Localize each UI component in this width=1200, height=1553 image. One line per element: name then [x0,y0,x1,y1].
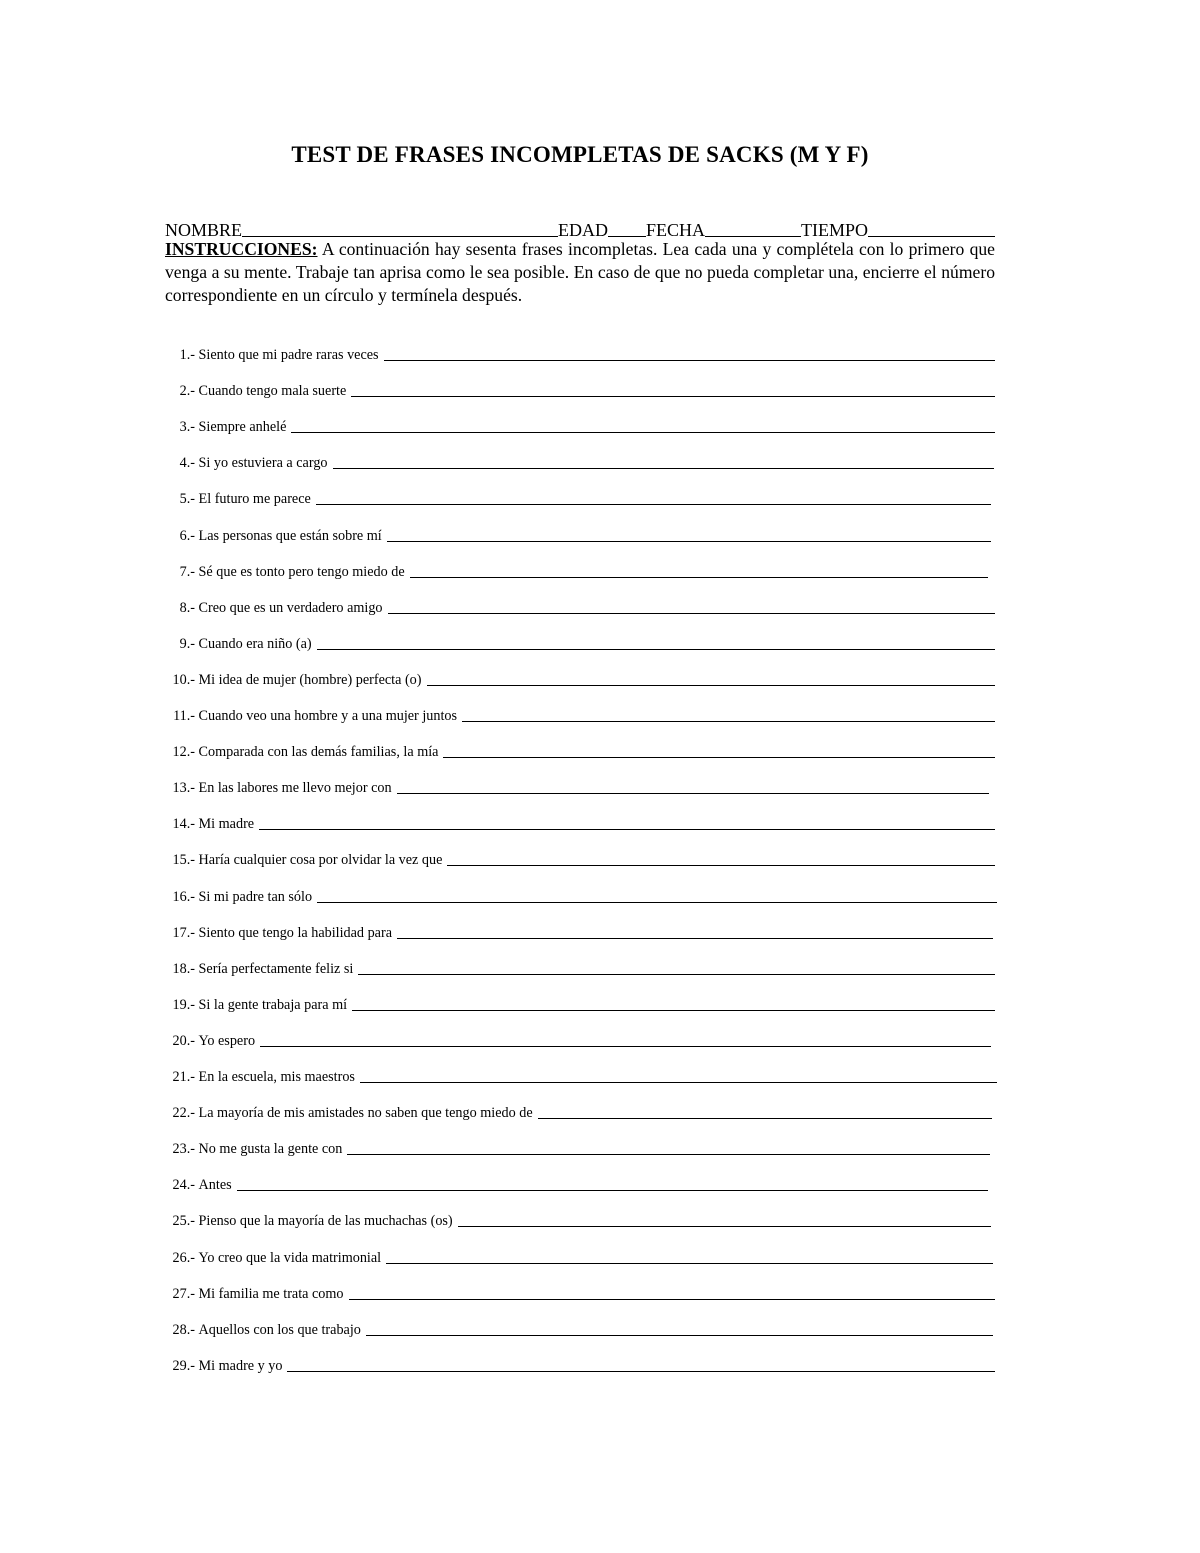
sentence-number: 12.- [172,744,195,761]
sentence-number: 18.- [172,960,195,977]
sentence-prompt: Yo creo que la vida matrimonial [198,1249,382,1266]
answer-line[interactable] [384,346,995,361]
sentence-item [165,737,995,761]
answer-line[interactable] [237,1176,988,1191]
sentence-prompt: En la escuela, mis maestros [198,1069,355,1085]
sentence-prompt: La mayoría de mis amistades no saben que tengo miedo de [198,1105,533,1122]
fecha-field[interactable] [705,218,801,237]
sentence-prompt: En las labores me llevo mejor con [198,780,392,797]
sentence-prompt: El futuro me parece [198,491,311,508]
sentence-prompt: Sería perfectamente feliz si [198,960,354,977]
sentence-prompt: Cuando era niño (a) [198,635,312,652]
instructions-heading: INSTRUCCIONES: [165,239,318,259]
sentence-prompt: Haría cualquier cosa por olvidar la vez que [198,852,443,869]
instructions-paragraph [165,238,995,307]
sentence-item [165,1315,993,1339]
answer-line[interactable] [360,1068,997,1083]
sentence-number: 11.- [173,708,195,724]
sentence-number: 17.- [172,924,195,941]
answer-line[interactable] [462,707,995,722]
sentence-prompt: Mi madre y yo [198,1357,283,1374]
answer-line[interactable] [347,1140,990,1155]
sentence-number: 28.- [172,1321,195,1338]
answer-line[interactable] [333,454,994,469]
answer-line[interactable] [349,1285,995,1300]
edad-field[interactable] [608,218,646,237]
sentence-item [165,1062,997,1086]
sentence-prompt: Si mi padre tan sólo [198,888,313,905]
answer-line[interactable] [387,527,991,542]
tiempo-label: TIEMPO [801,220,869,240]
tiempo-field[interactable] [868,218,995,237]
sentence-number: 6.- [179,527,195,544]
answer-line[interactable] [287,1357,995,1372]
sentence-item [165,376,995,400]
sentence-prompt: Siento que mi padre raras veces [198,347,379,363]
sentence-number: 19.- [172,996,195,1013]
sentence-prompt: Mi madre [198,816,255,833]
answer-line[interactable] [316,490,991,505]
sentence-item [165,1279,995,1303]
nombre-label: NOMBRE [165,220,243,240]
answer-line[interactable] [291,418,995,433]
sentence-prompt: Si yo estuviera a cargo [198,455,328,472]
sentence-number: 29.- [172,1357,195,1374]
sentence-item [165,1206,991,1230]
sentence-item [165,1170,988,1194]
sentence-prompt: Mi familia me trata como [198,1285,344,1302]
answer-line[interactable] [388,599,995,614]
answer-line[interactable] [397,924,993,939]
sentence-item [165,557,988,581]
sentence-number: 2.- [179,383,195,400]
sentence-item [165,845,995,869]
sentence-prompt: Aquellos con los que trabajo [198,1321,361,1338]
answer-line[interactable] [358,960,995,975]
sentence-item [165,1134,990,1158]
sentence-prompt: Siento que tengo la habilidad para [198,924,392,941]
sentence-number: 4.- [179,455,195,472]
sentence-prompt: No me gusta la gente con [198,1141,343,1158]
sentence-number: 16.- [172,888,195,905]
sentence-prompt: Yo espero [198,1032,256,1049]
sentence-number: 23.- [172,1141,195,1158]
sentence-item [165,412,995,436]
sentence-item [165,954,995,978]
answer-line[interactable] [410,563,988,578]
sentence-prompt: Creo que es un verdadero amigo [198,599,383,616]
sentence-number: 25.- [172,1213,195,1230]
sentence-prompt: Pienso que la mayoría de las muchachas (os) [198,1213,453,1230]
sentence-number: 24.- [172,1177,195,1194]
sentence-prompt: Sé que es tonto pero tengo miedo de [198,563,405,580]
sentence-number: 5.- [179,491,195,508]
sentence-item [165,701,995,725]
sentence-number: 20.- [172,1032,195,1049]
sentence-prompt: Cuando tengo mala suerte [198,383,347,400]
answer-line[interactable] [317,635,995,650]
sentence-number: 1.- [179,347,195,363]
sentence-number: 21.- [172,1069,195,1085]
sentence-prompt: Comparada con las demás familias, la mía [198,744,439,761]
sentence-item [165,1098,992,1122]
answer-line[interactable] [386,1249,993,1264]
answer-line[interactable] [443,743,995,758]
sentence-number: 15.- [172,852,195,869]
sentence-number: 8.- [179,599,195,616]
sentence-number: 22.- [172,1105,195,1122]
answer-line[interactable] [352,996,995,1011]
sentence-prompt: Antes [198,1177,232,1194]
sentence-item [165,629,995,653]
sentence-number: 14.- [172,816,195,833]
sentence-item [165,809,995,833]
answer-line[interactable] [259,815,995,830]
sentence-item [165,990,995,1014]
sentence-item [165,593,995,617]
sentence-prompt: Mi idea de mujer (hombre) perfecta (o) [198,671,422,688]
sentence-item [165,665,995,689]
answer-line[interactable] [351,382,995,397]
sentence-prompt: Cuando veo una hombre y a una mujer juntos [198,708,458,724]
sentence-number: 26.- [172,1249,195,1266]
sentence-item [165,882,997,906]
sentence-item [165,918,993,942]
sentence-item [165,484,991,508]
sentence-number: 27.- [172,1285,195,1302]
nombre-field[interactable] [242,218,558,237]
sentence-item [165,448,994,472]
answer-line[interactable] [260,1032,991,1047]
answer-line[interactable] [427,671,995,686]
sentence-prompt: Si la gente trabaja para mí [198,996,348,1013]
sentence-item [165,773,989,797]
sentence-number: 3.- [179,419,195,436]
sentence-prompt: Las personas que están sobre mí [198,527,382,544]
answer-line[interactable] [538,1104,992,1119]
respondent-info-row [165,216,995,240]
sentence-number: 7.- [179,563,195,580]
sentence-number: 9.- [179,635,195,652]
instructions-body: A continuación hay sesenta frases incompletas. Lea cada una y complétela con lo primero que venga a su mente. Trabaje tan aprisa como le sea posible. En caso de que no pueda completar una, encierre el número correspondiente en un círculo y termínela después. [165,239,995,305]
sentence-number: 10.- [172,671,195,688]
answer-line[interactable] [458,1212,991,1227]
answer-line[interactable] [447,851,995,866]
fecha-label: FECHA [646,220,706,240]
answer-line[interactable] [397,779,989,794]
sentence-item [165,1243,993,1267]
document-title: TEST DE FRASES INCOMPLETAS DE SACKS (M Y F) [291,142,869,167]
edad-label: EDAD [558,220,609,240]
sentence-number: 13.- [172,780,195,797]
sentence-item [165,340,995,364]
answer-line[interactable] [317,888,997,903]
sentence-item [165,1351,995,1375]
sentence-item [165,1026,991,1050]
answer-line[interactable] [366,1321,993,1336]
sentence-item [165,521,991,545]
sentence-prompt: Siempre anhelé [198,419,287,436]
